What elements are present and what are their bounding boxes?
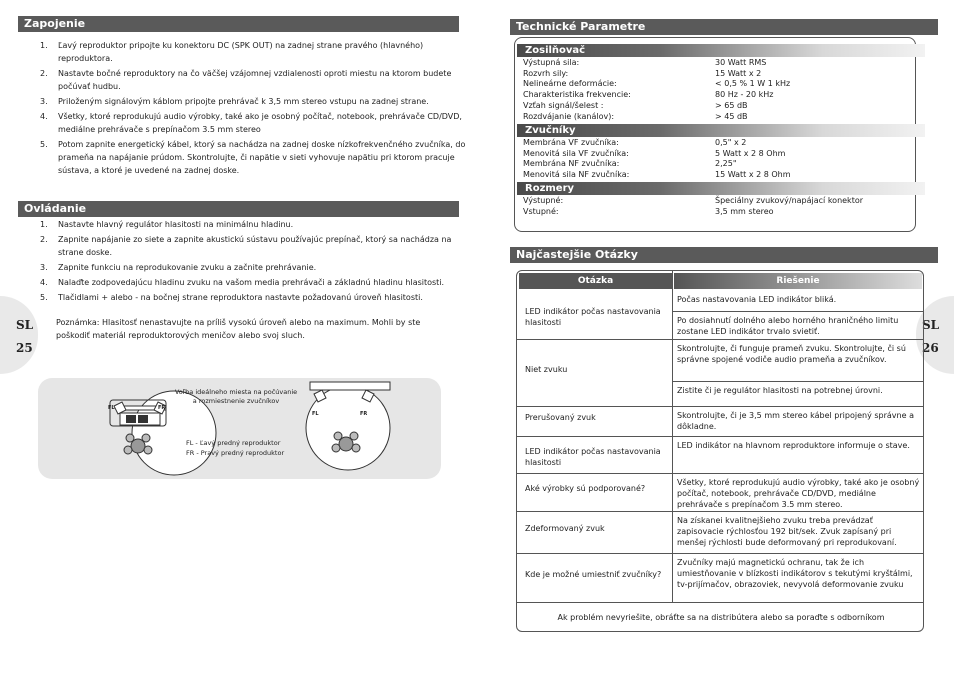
page-lang-left: SL <box>16 318 34 332</box>
list-item <box>18 39 468 65</box>
list-text: Nastavte bočné reproduktory na čo väčšej vzájomnej vzdialenosti oproti miestu na ktorom budete počúvať hudbu. <box>58 69 452 91</box>
faq-question: Kde je možné umiestniť zvučníky? <box>525 569 662 579</box>
spec-label: Rozvrh sily: <box>523 68 569 78</box>
section-header-faq: Najčastejšie Otázky <box>510 247 938 263</box>
fr-label-left: FR <box>158 405 166 411</box>
faq-question: LED indikátor počas nastavovania hlasitosti <box>525 306 661 327</box>
fr-label-right: FR <box>360 411 368 417</box>
spec-label: Nelineárne deformácie: <box>523 79 617 89</box>
list-text: Tlačidlami + alebo - na bočnej strane reproduktora nastavte požadovanú úroveň hlasitosti. <box>58 293 423 302</box>
connection-list <box>18 39 468 179</box>
list-item <box>18 110 468 136</box>
faq-question: Niet zvuku <box>525 364 568 374</box>
page-number-right: 26 <box>922 341 939 355</box>
table-rule <box>517 602 924 603</box>
spec-value: < 0,5 % 1 W 1 kHz <box>715 79 791 89</box>
faq-question: LED indikátor počas nastavovania hlasitosti <box>525 446 661 467</box>
page-tab-left <box>0 296 38 374</box>
control-list <box>18 218 468 306</box>
legend-fl: FL - Ľavý predný reproduktor <box>186 439 281 447</box>
list-text: Všetky, ktoré reprodukujú audio výrobky, také ako je osobný počítač, notebook, prehrávače CD/DVD, mediálne prehrávače s prepínačom 3.5 mm stereo <box>58 112 462 134</box>
spec-value: 3,5 mm stereo <box>715 206 774 216</box>
spec-label: Membrána NF zvučníka: <box>523 159 620 169</box>
list-item <box>18 218 468 231</box>
table-rule <box>517 436 924 437</box>
table-rule <box>517 511 924 512</box>
list-number: 1. <box>40 220 48 229</box>
list-item <box>18 138 468 177</box>
section-header-control: Ovládanie <box>18 201 459 217</box>
spec-label: Vstupné: <box>523 206 559 216</box>
fl-label-left: FL <box>108 405 115 411</box>
faq-answer: Počas nastavovania LED indikátor bliká. <box>677 295 837 304</box>
spec-value: 2,25" <box>715 159 737 169</box>
table-rule <box>672 381 924 382</box>
faq-answer: Všetky, ktoré reprodukujú audio výrobky, také ako je osobný počítač, notebook, prehrávače CD/DVD, mediálne prehrávače s prepínačom 3.5 mm stereo. <box>677 478 920 509</box>
list-item <box>18 261 468 274</box>
list-item <box>18 291 468 304</box>
spec-value: 15 Watt x 2 8 Ohm <box>715 170 791 180</box>
spec-label: Menovitá sila VF zvučníka: <box>523 148 629 158</box>
list-number: 4. <box>40 112 48 121</box>
faq-answer: Skontrolujte, či funguje prameň zvuku. Skontrolujte, či sú správne spojené vodiče audio prameňa a zvučníkov. <box>677 344 906 364</box>
list-number: 1. <box>40 41 48 50</box>
spec-value: 80 Hz - 20 kHz <box>715 90 774 100</box>
spec-label: Výstupná sila: <box>523 58 580 67</box>
list-number: 5. <box>40 293 48 302</box>
faq-answer: Na získanei kvalitnejšieho zvuku treba prevádzať zapisovacie rýchlosťou 192 bit/sek. Zvuk zapísaný pri menšej rýchlosti bude deformovaný pri reprodukovaní. <box>677 516 897 547</box>
faq-answer: LED indikátor na hlavnom reproduktore informuje o stave. <box>677 441 910 450</box>
faq-col-solution: Riešenie <box>674 273 922 289</box>
list-item <box>18 233 468 259</box>
spec-label: Výstupné: <box>523 196 564 205</box>
list-text: Zapnite napájanie zo siete a zapnite akustickú sústavu používajúc prepínač, ktorý sa nachádza na strane doske. <box>58 235 452 257</box>
table-rule <box>517 553 924 554</box>
spec-label: Rozdvájanie (kanálov): <box>523 111 615 121</box>
list-text: Zapnite funkciu na reprodukovanie zvuku a začnite prehrávanie. <box>58 263 317 272</box>
faq-question: Prerušovaný zvuk <box>525 413 596 422</box>
table-rule <box>517 406 924 407</box>
list-number: 3. <box>40 263 48 272</box>
list-text: Nastavte hlavný regulátor hlasitosti na minimálnu hladinu. <box>58 220 294 229</box>
faq-question: Aké výrobky sú podporované? <box>525 484 646 493</box>
table-rule <box>517 339 924 340</box>
faq-footer: Ak problém nevyriešite, obráťte sa na distribútera alebo sa poraďte s odborníkom <box>557 613 885 622</box>
list-number: 2. <box>40 69 48 78</box>
faq-table <box>516 270 924 632</box>
list-text: Priloženým signálovým káblom pripojte prehrávač k 3,5 mm stereo vstupu na zadnej strane. <box>58 97 429 106</box>
spec-value: > 45 dB <box>715 111 748 121</box>
section-header-specs: Technické Parametre <box>510 19 938 35</box>
list-number: 2. <box>40 235 48 244</box>
spec-value: 15 Watt x 2 <box>715 68 762 78</box>
spec-group-header: Zosilňovač <box>517 44 925 57</box>
faq-answer: Skontrolujte, či je 3,5 mm stereo kábel pripojený správne a dôkladne. <box>677 411 914 431</box>
list-item <box>18 67 468 93</box>
diagram-caption: Voľba ideálneho miesta na počúvanie a rozmiestnenie zvučníkov <box>174 388 298 405</box>
spec-group-header: Zvučníky <box>517 124 925 137</box>
spec-value: 0,5" x 2 <box>715 138 747 147</box>
list-text: Potom zapnite energetický kábel, ktorý sa nachádza na zadnej doske nízkofrekvenčného zvučníka, do prameňa na napájanie prúdom. Skontrolujte, či napätie v sieti vyhovuje napätiu pri ktorom pracuje sústava, a ktoré je uvedené na zadnej doske. <box>58 140 466 175</box>
list-text: Ľavý reproduktor pripojte ku konektoru DC (SPK OUT) na zadnej strane pravého (hlavného) reproduktora. <box>58 41 424 63</box>
spec-value: > 65 dB <box>715 100 748 110</box>
list-item <box>18 95 468 108</box>
table-rule <box>517 473 924 474</box>
faq-answer: Po dosiahnutí dolného alebo horného hraničného limitu zostane LED indikátor trvalo svietiť. <box>677 316 899 336</box>
table-rule <box>672 311 924 312</box>
spec-value: Špeciálny zvukový/napájací konektor <box>715 196 864 205</box>
list-item <box>18 276 468 289</box>
faq-col-question: Otázka <box>519 273 672 289</box>
spec-value: 30 Watt RMS <box>715 58 767 67</box>
spec-label: Menovitá sila NF zvučníka: <box>523 170 630 180</box>
page-number-left: 25 <box>16 341 33 355</box>
section-header-connection: Zapojenie <box>18 16 459 32</box>
spec-group-header: Rozmery <box>517 182 925 195</box>
spec-label: Membrána VF zvučníka: <box>523 138 619 147</box>
list-number: 3. <box>40 97 48 106</box>
faq-answer: Zistite či je regulátor hlasitosti na potrebnej úrovni. <box>677 386 883 395</box>
list-number: 4. <box>40 278 48 287</box>
faq-answer: Zvučníky majú magnetickú ochranu, tak že ich umiestňovanie v blízkosti indikátorov s tekutými kryštálmi, tv-prijímačov, obrazoviek, nevyvolá deformovanie zvuku <box>677 558 913 589</box>
page-lang-right: SL <box>922 318 940 332</box>
spec-label: Vzťah signál/šelest : <box>523 100 604 110</box>
faq-question: Zdeformovaný zvuk <box>525 524 605 533</box>
spec-value: 5 Watt x 2 8 Ohm <box>715 148 786 158</box>
note-text: Poznámka: Hlasitosť nenastavujte na príliš vysokú úroveň alebo na maximum. Mohli by ste poškodiť materiál reproduktorových meničov alebo svoj sluch. <box>56 318 421 340</box>
spec-label: Charakteristika frekvencie: <box>523 90 631 100</box>
list-text: Nalaďte zodpovedajúcu hladinu zvuku na vašom media prehrávači a základnú hladinu hlasitosti. <box>58 278 445 287</box>
legend-fr: FR - Pravý predný reproduktor <box>186 449 285 457</box>
listening-diagram <box>38 378 441 479</box>
list-number: 5. <box>40 140 48 149</box>
fl-label-right: FL <box>312 411 319 417</box>
